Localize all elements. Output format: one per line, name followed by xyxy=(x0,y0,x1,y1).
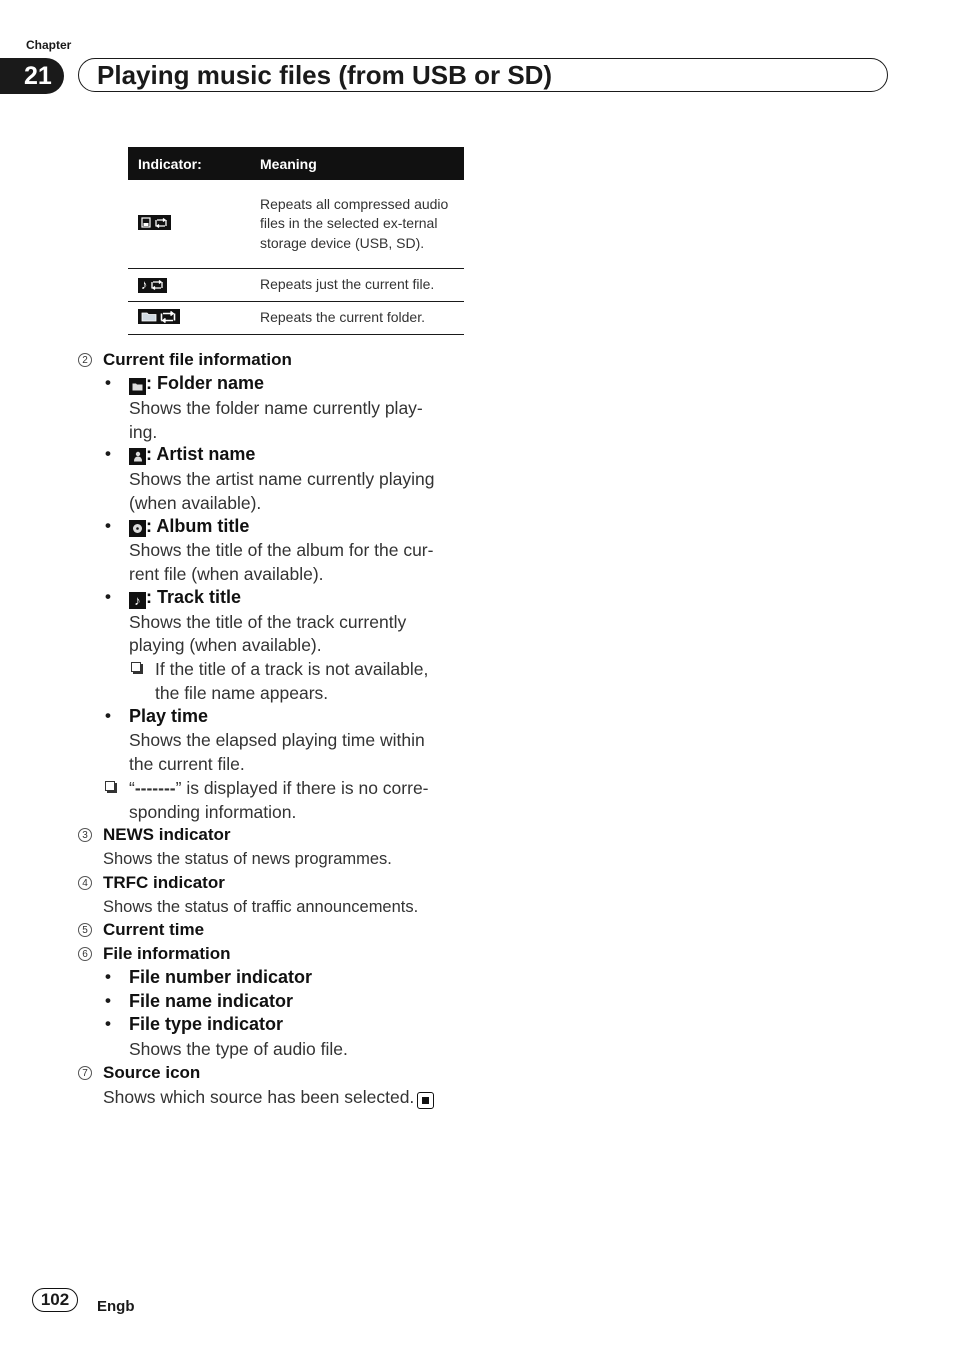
col-header-meaning: Meaning xyxy=(250,147,464,180)
section-number: 5 xyxy=(78,923,92,937)
bullet: • xyxy=(105,1014,111,1033)
album-title-desc-line2: rent file (when available). xyxy=(129,564,324,584)
table-row xyxy=(128,180,464,269)
repeat-track-icon: ♪ xyxy=(138,278,167,293)
bullet: • xyxy=(105,516,111,535)
artist-name-label: : Artist name xyxy=(129,444,255,465)
file-type-indicator-label: File type indicator xyxy=(129,1014,284,1034)
section-heading: Source icon xyxy=(103,1063,201,1082)
section-heading: Current time xyxy=(103,920,205,939)
section-number: 6 xyxy=(78,947,92,961)
repeat-folder-icon xyxy=(138,309,180,324)
chapter-label: Chapter xyxy=(26,38,72,52)
folder-name-desc-line1: Shows the folder name currently play- xyxy=(129,398,423,418)
language-code: Engb xyxy=(97,1298,135,1315)
album-title-desc-line1: Shows the title of the album for the cur- xyxy=(129,540,434,560)
end-of-section-icon xyxy=(417,1092,434,1109)
track-title-desc-line1: Shows the title of the track currently xyxy=(129,612,407,632)
bullet: • xyxy=(105,373,111,392)
album-title-label: : Album title xyxy=(129,516,249,537)
page-title: Playing music files (from USB or SD) xyxy=(78,58,888,92)
track-note-line2: the file name appears. xyxy=(155,683,329,703)
indicator-table xyxy=(128,147,464,335)
track-title-desc-line2: playing (when available). xyxy=(129,635,322,655)
track-title-label: ♪ : Track title xyxy=(129,587,241,609)
section-heading: NEWS indicator xyxy=(103,825,231,844)
section-number: 4 xyxy=(78,876,92,890)
play-time-desc-line2: the current file. xyxy=(129,754,245,774)
page-number: 102 xyxy=(32,1288,78,1312)
folder-icon xyxy=(129,378,146,395)
artist-name-desc-line1: Shows the artist name currently playing xyxy=(129,469,435,489)
note-checkbox-icon xyxy=(105,781,115,791)
play-time-label: Play time xyxy=(129,706,209,726)
file-name-indicator-label: File name indicator xyxy=(129,991,294,1011)
section-heading: Current file information xyxy=(103,350,292,369)
repeat-all-device-icon xyxy=(138,215,171,230)
section-heading: File information xyxy=(103,944,231,963)
trfc-indicator-desc: Shows the status of traffic announcements. xyxy=(103,898,419,916)
album-disc-icon xyxy=(129,520,146,537)
bullet: • xyxy=(105,967,111,986)
bullet: • xyxy=(105,587,111,606)
source-icon-desc: Shows which source has been selected. xyxy=(103,1085,434,1109)
meaning-cell: Repeats all compressed audio files in the selected ex-ternal storage device (USB, SD). xyxy=(250,180,464,269)
track-note-line1: If the title of a track is not available, xyxy=(155,659,429,679)
artist-icon xyxy=(129,448,146,465)
bullet: • xyxy=(105,706,111,725)
meaning-cell: Repeats the current folder. xyxy=(250,302,464,335)
section-number: 2 xyxy=(78,353,92,367)
note-checkbox-icon xyxy=(131,662,141,672)
file-number-indicator-label: File number indicator xyxy=(129,967,313,987)
table-row xyxy=(128,269,464,302)
artist-name-desc-line2: (when available). xyxy=(129,493,262,513)
table-row xyxy=(128,302,464,335)
section-number: 7 xyxy=(78,1066,92,1080)
meaning-cell: Repeats just the current file. xyxy=(250,269,464,302)
no-info-note-line1: “-------” is displayed if there is no corre- xyxy=(129,778,429,798)
section-number: 3 xyxy=(78,828,92,842)
no-info-note-line2: sponding information. xyxy=(129,802,297,822)
chapter-number: 21 xyxy=(0,58,64,94)
col-header-indicator: Indicator: xyxy=(128,147,250,180)
bullet: • xyxy=(105,444,111,463)
file-type-desc: Shows the type of audio file. xyxy=(129,1039,348,1059)
folder-name-desc-line2: ing. xyxy=(129,422,158,442)
folder-name-label: : Folder name xyxy=(129,373,264,395)
play-time-desc-line1: Shows the elapsed playing time within xyxy=(129,730,425,750)
bullet: • xyxy=(105,991,111,1010)
music-note-icon: ♪ xyxy=(129,592,146,609)
section-heading: TRFC indicator xyxy=(103,873,225,892)
news-indicator-desc: Shows the status of news programmes. xyxy=(103,850,392,868)
